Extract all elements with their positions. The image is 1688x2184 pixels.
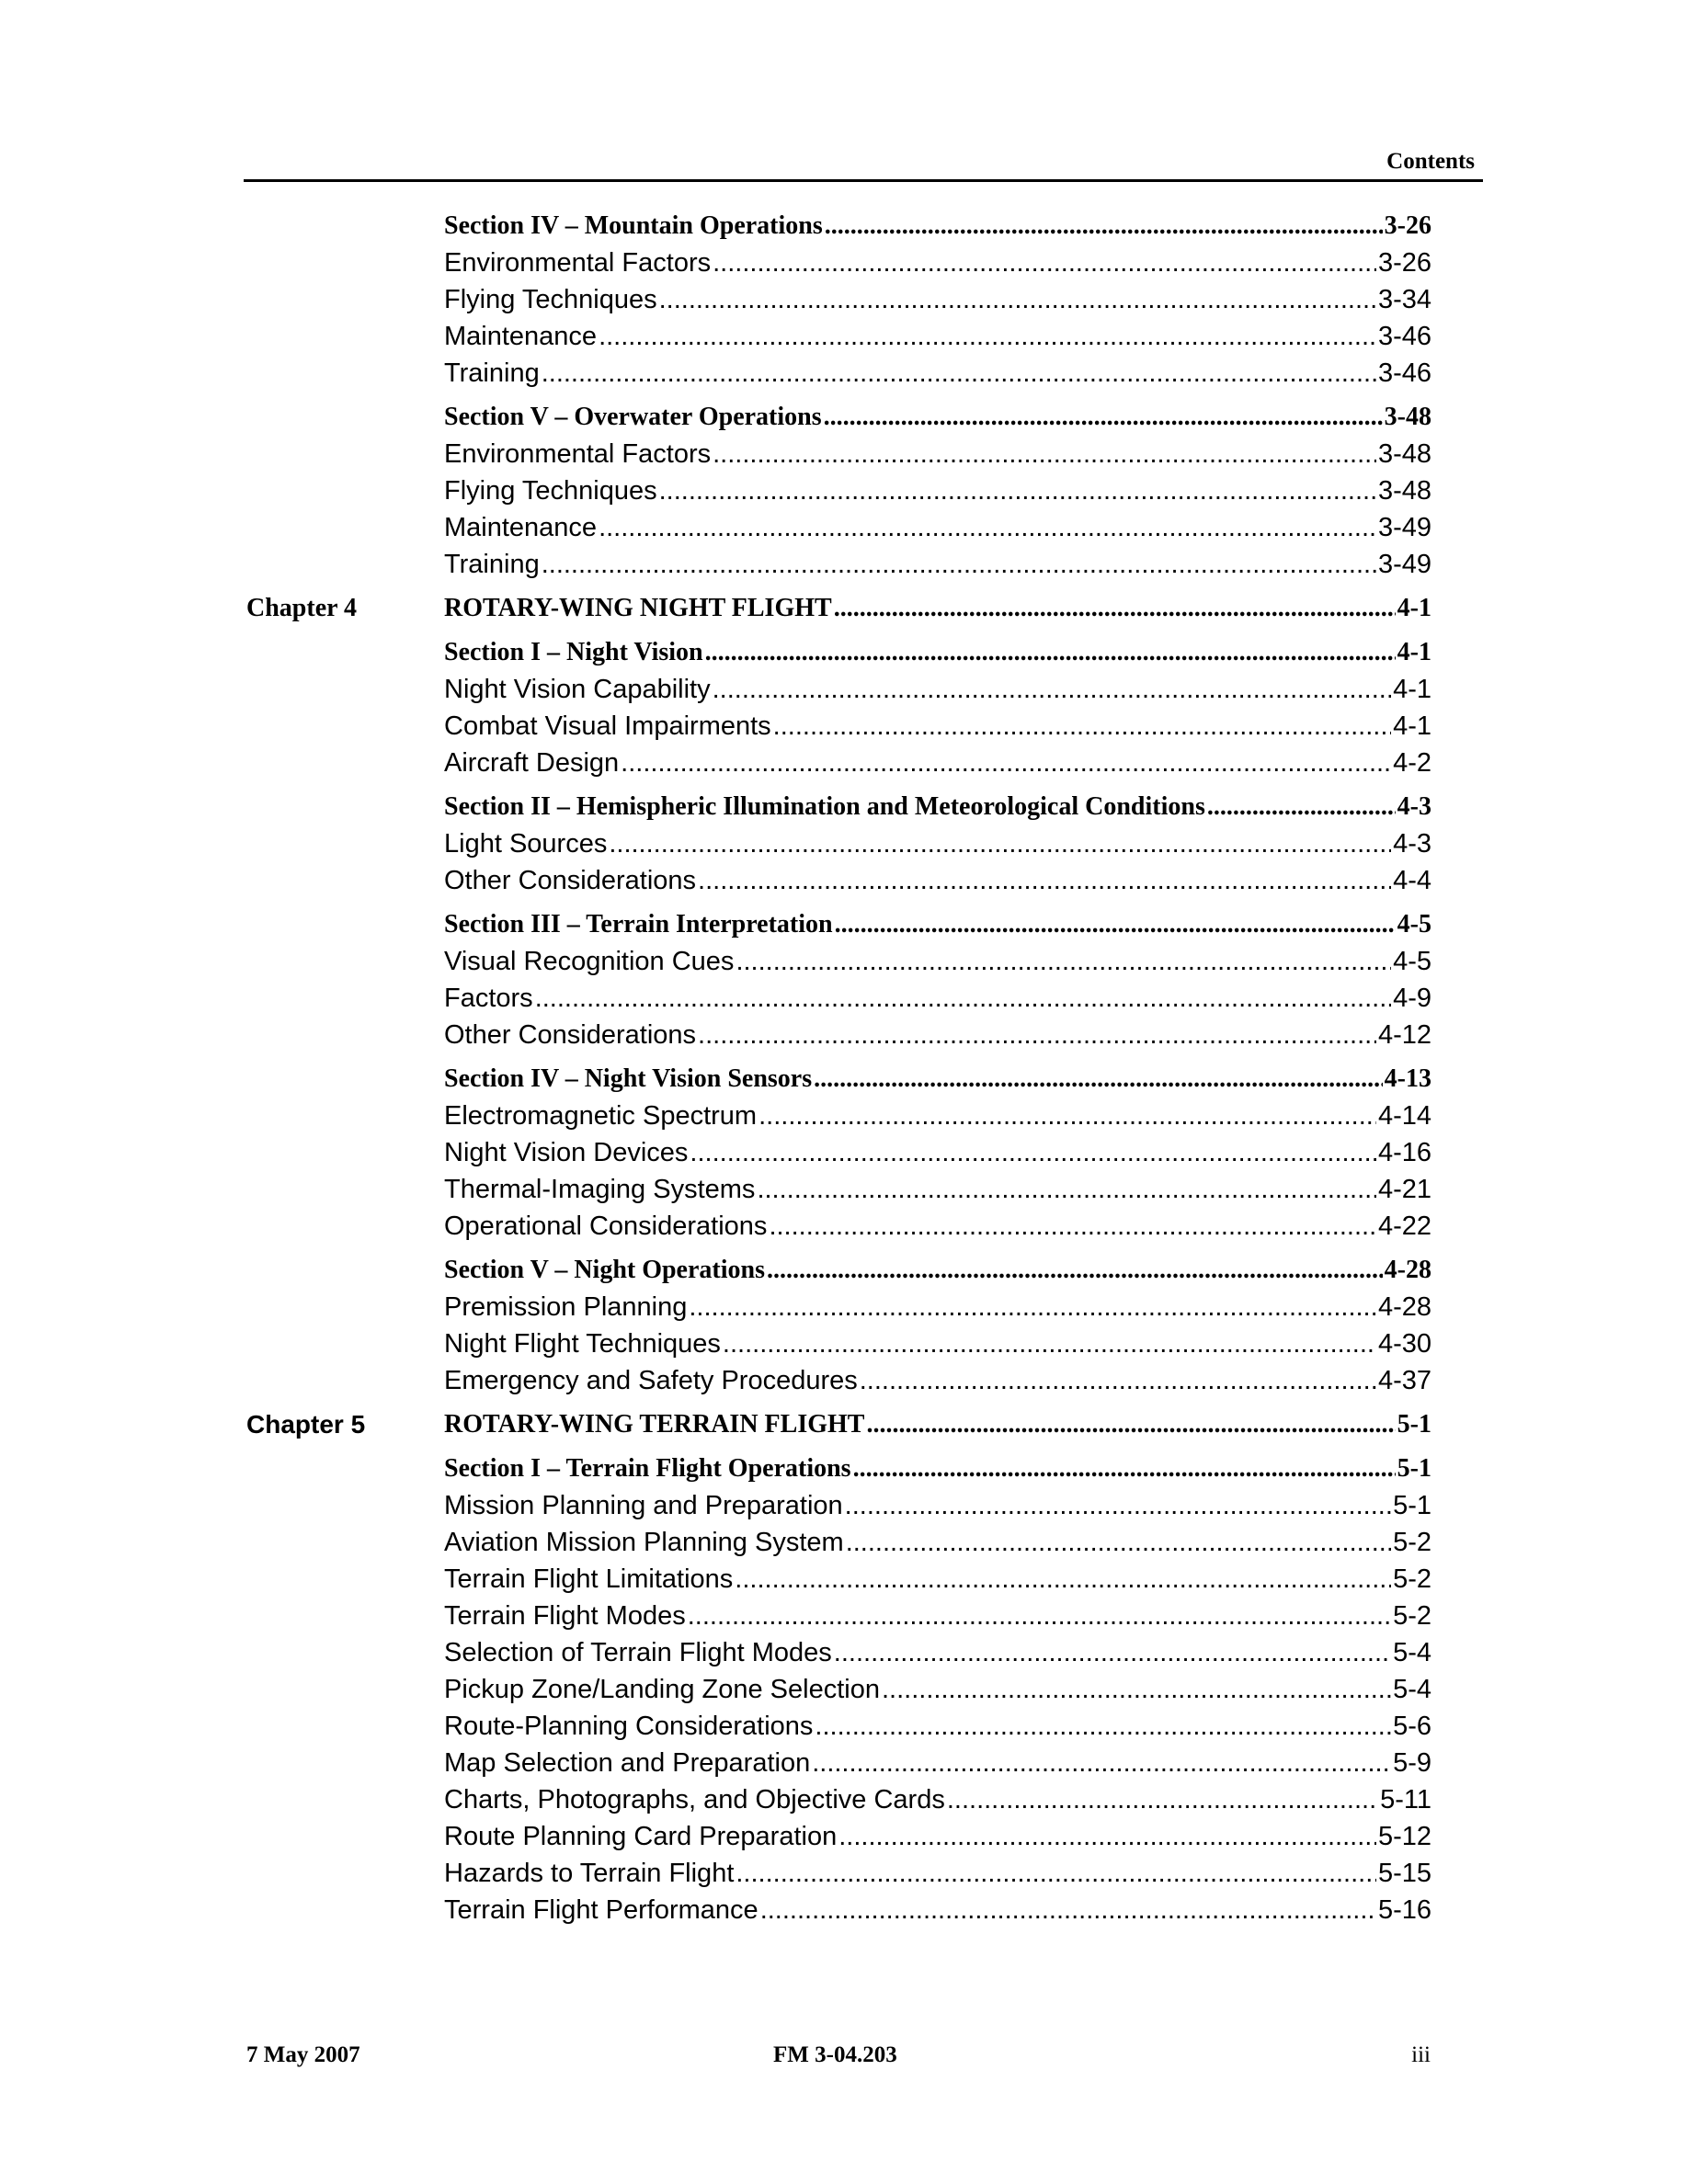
dot-leader	[713, 245, 1376, 281]
chapter-label: Chapter 5	[246, 1410, 366, 1439]
toc-item[interactable]	[444, 281, 1431, 318]
toc-item-page: 4-2	[1393, 748, 1431, 778]
section-entry-page: 4-28	[1384, 1256, 1431, 1284]
toc-item[interactable]	[444, 943, 1431, 980]
toc-item-title: Terrain Flight Limitations	[444, 1564, 734, 1594]
table-of-contents	[0, 208, 1688, 1928]
dot-leader	[838, 1818, 1376, 1855]
section-entry-page: 3-48	[1384, 403, 1431, 431]
toc-item-title: Other Considerations	[444, 866, 697, 895]
toc-item-title: Night Flight Techniques	[444, 1329, 721, 1359]
chapter-title-entry-page: 4-1	[1397, 594, 1431, 622]
toc-item[interactable]	[444, 708, 1431, 745]
toc-item-page: 3-49	[1377, 550, 1431, 579]
toc-item-title: Combat Visual Impairments	[444, 711, 771, 741]
section-entry-title: Section III – Terrain Interpretation	[444, 910, 833, 938]
toc-item[interactable]	[444, 1171, 1431, 1208]
toc-item[interactable]	[444, 1892, 1431, 1928]
toc-item-title: Map Selection and Preparation	[444, 1748, 811, 1778]
section-entry-title: Section IV – Mountain Operations	[444, 211, 823, 240]
toc-item[interactable]	[444, 318, 1431, 355]
toc-item-page: 5-12	[1377, 1822, 1431, 1851]
toc-item-page: 4-28	[1377, 1292, 1431, 1322]
dot-leader	[713, 436, 1376, 472]
toc-item[interactable]	[444, 1781, 1431, 1818]
toc-item-page: 4-30	[1377, 1329, 1431, 1359]
toc-item[interactable]	[444, 1134, 1431, 1171]
toc-item-title: Training	[444, 550, 540, 579]
section-entry-page: 4-13	[1384, 1064, 1431, 1093]
toc-chapter	[0, 1406, 1688, 1928]
dot-leader	[621, 745, 1391, 781]
toc-item-page: 4-16	[1377, 1138, 1431, 1167]
footer-date: 7 May 2007	[246, 2042, 360, 2067]
section-entry-page: 5-1	[1397, 1454, 1431, 1483]
dot-leader	[599, 318, 1376, 355]
dot-leader	[834, 590, 1396, 627]
dot-leader	[845, 1487, 1391, 1524]
toc-item[interactable]	[444, 1818, 1431, 1855]
section-entry[interactable]	[444, 906, 1431, 943]
chapter-label: Chapter 4	[246, 594, 358, 622]
dot-leader	[689, 1289, 1376, 1325]
toc-item[interactable]	[444, 1487, 1431, 1524]
toc-item-title: Training	[444, 358, 540, 388]
section-entry-page: 4-1	[1397, 638, 1431, 666]
header-rule	[244, 179, 1483, 182]
toc-item-page: 5-4	[1393, 1675, 1431, 1704]
toc-item-title: Premission Planning	[444, 1292, 688, 1322]
running-header-title: Contents	[1386, 149, 1475, 174]
toc-item-title: Terrain Flight Performance	[444, 1895, 758, 1925]
toc-item-page: 5-15	[1377, 1859, 1431, 1888]
toc-item[interactable]	[444, 1745, 1431, 1781]
section-entry[interactable]	[444, 634, 1431, 671]
toc-item-title: Night Vision Capability	[444, 675, 711, 704]
dot-leader	[760, 1892, 1376, 1928]
toc-chapter	[0, 208, 1688, 583]
dot-leader	[758, 1098, 1376, 1134]
dot-leader	[698, 1017, 1376, 1053]
section-entry-title: Section II – Hemispheric Illumination and Meteorological Conditions	[444, 792, 1205, 821]
toc-item-title: Electromagnetic Spectrum	[444, 1101, 758, 1131]
toc-item[interactable]	[444, 1855, 1431, 1892]
toc-item[interactable]	[444, 1671, 1431, 1708]
toc-item-title: Selection of Terrain Flight Modes	[444, 1638, 832, 1667]
dot-leader	[769, 1208, 1376, 1245]
chapter-title-entry-title: ROTARY-WING TERRAIN FLIGHT	[444, 1410, 865, 1439]
toc-item[interactable]	[444, 245, 1431, 281]
dot-leader	[882, 1671, 1391, 1708]
toc-item-page: 5-4	[1393, 1638, 1431, 1667]
toc-item-page: 3-26	[1377, 248, 1431, 278]
toc-item-title: Maintenance	[444, 322, 598, 351]
dot-leader	[688, 1598, 1391, 1634]
toc-item-title: Route-Planning Considerations	[444, 1712, 814, 1741]
toc-item-page: 4-1	[1393, 711, 1431, 741]
toc-item[interactable]	[444, 509, 1431, 546]
toc-item-page: 5-16	[1377, 1895, 1431, 1925]
dot-leader	[866, 1406, 1395, 1443]
chapter-title-entry[interactable]	[444, 1406, 1431, 1443]
dot-leader	[659, 281, 1376, 318]
toc-item-page: 5-11	[1380, 1785, 1431, 1814]
toc-item[interactable]	[444, 825, 1431, 862]
dot-leader	[659, 472, 1376, 509]
dot-leader	[824, 399, 1383, 436]
toc-item-title: Aviation Mission Planning System	[444, 1528, 844, 1557]
section-entry-title: Section I – Terrain Flight Operations	[444, 1454, 851, 1483]
dot-leader	[542, 546, 1376, 583]
toc-item-page: 3-34	[1377, 285, 1431, 314]
footer-page-number: iii	[1411, 2042, 1431, 2067]
toc-item-page: 3-48	[1377, 439, 1431, 469]
dot-leader	[723, 1325, 1376, 1362]
toc-item-title: Visual Recognition Cues	[444, 947, 735, 976]
dot-leader	[698, 862, 1391, 899]
toc-item-page: 5-1	[1393, 1491, 1431, 1520]
toc-item-page: 5-2	[1393, 1528, 1431, 1557]
section-entry-title: Section I – Night Vision	[444, 638, 703, 666]
toc-item[interactable]	[444, 355, 1431, 392]
dot-leader	[835, 906, 1396, 943]
dot-leader	[535, 980, 1391, 1017]
toc-item-title: Mission Planning and Preparation	[444, 1491, 843, 1520]
chapter-title-entry-title: ROTARY-WING NIGHT FLIGHT	[444, 594, 832, 622]
section-entry[interactable]	[444, 1252, 1431, 1289]
dot-leader	[735, 1561, 1391, 1598]
toc-item-title: Environmental Factors	[444, 439, 712, 469]
toc-item-title: Thermal-Imaging Systems	[444, 1175, 756, 1204]
toc-item[interactable]	[444, 1208, 1431, 1245]
toc-item-page: 4-1	[1393, 675, 1431, 704]
toc-item-title: Hazards to Terrain Flight	[444, 1859, 735, 1888]
toc-item[interactable]	[444, 1289, 1431, 1325]
toc-item-page: 4-22	[1377, 1211, 1431, 1241]
dot-leader	[814, 1061, 1383, 1098]
toc-item-page: 5-2	[1393, 1564, 1431, 1594]
section-entry-title: Section V – Overwater Operations	[444, 403, 822, 431]
toc-item[interactable]	[444, 1561, 1431, 1598]
section-entry-title: Section IV – Night Vision Sensors	[444, 1064, 813, 1093]
toc-item-page: 3-46	[1377, 358, 1431, 388]
toc-item-page: 3-48	[1377, 476, 1431, 506]
dot-leader	[705, 634, 1396, 671]
dot-leader	[773, 708, 1391, 745]
toc-item-title: Charts, Photographs, and Objective Cards	[444, 1785, 945, 1814]
toc-item[interactable]	[444, 1098, 1431, 1134]
toc-item-title: Emergency and Safety Procedures	[444, 1366, 858, 1395]
dot-leader	[713, 671, 1391, 708]
toc-item[interactable]	[444, 745, 1431, 781]
dot-leader	[609, 825, 1391, 862]
section-entry-page: 4-5	[1397, 910, 1431, 938]
dot-leader	[1207, 789, 1396, 825]
toc-item[interactable]	[444, 980, 1431, 1017]
toc-item-page: 5-9	[1393, 1748, 1431, 1778]
toc-item[interactable]	[444, 1017, 1431, 1053]
toc-item-title: Aircraft Design	[444, 748, 620, 778]
section-entry[interactable]	[444, 208, 1431, 245]
toc-item-page: 3-49	[1377, 513, 1431, 542]
toc-item-page: 4-14	[1377, 1101, 1431, 1131]
dot-leader	[846, 1524, 1391, 1561]
chapter-title-entry[interactable]	[444, 590, 1431, 627]
toc-item[interactable]	[444, 671, 1431, 708]
dot-leader	[542, 355, 1376, 392]
toc-item-title: Night Vision Devices	[444, 1138, 689, 1167]
toc-item-page: 4-5	[1393, 947, 1431, 976]
dot-leader	[736, 1855, 1376, 1892]
toc-item-page: 4-3	[1393, 829, 1431, 859]
toc-item[interactable]	[444, 1325, 1431, 1362]
dot-leader	[853, 1450, 1396, 1487]
toc-item[interactable]	[444, 1708, 1431, 1745]
toc-item[interactable]	[444, 436, 1431, 472]
toc-item[interactable]	[444, 546, 1431, 583]
toc-item-title: Flying Techniques	[444, 476, 657, 506]
dot-leader	[736, 943, 1391, 980]
dot-leader	[947, 1781, 1378, 1818]
toc-item[interactable]	[444, 1362, 1431, 1399]
section-entry[interactable]	[444, 1450, 1431, 1487]
toc-item-title: Environmental Factors	[444, 248, 712, 278]
dot-leader	[767, 1252, 1383, 1289]
toc-item-title: Operational Considerations	[444, 1211, 768, 1241]
chapter-title-entry-page: 5-1	[1397, 1410, 1431, 1439]
dot-leader	[757, 1171, 1376, 1208]
dot-leader	[825, 208, 1383, 245]
toc-item-title: Route Planning Card Preparation	[444, 1822, 838, 1851]
toc-item-title: Other Considerations	[444, 1020, 697, 1050]
section-entry-title: Section V – Night Operations	[444, 1256, 765, 1284]
dot-leader	[599, 509, 1376, 546]
toc-item[interactable]	[444, 862, 1431, 899]
dot-leader	[815, 1708, 1391, 1745]
toc-item-title: Light Sources	[444, 829, 608, 859]
toc-item-page: 5-6	[1393, 1712, 1431, 1741]
toc-item[interactable]	[444, 1598, 1431, 1634]
toc-item[interactable]	[444, 1634, 1431, 1671]
dot-leader	[834, 1634, 1391, 1671]
toc-item-page: 5-2	[1393, 1601, 1431, 1631]
toc-item-title: Terrain Flight Modes	[444, 1601, 686, 1631]
toc-item-title: Flying Techniques	[444, 285, 657, 314]
section-entry[interactable]	[444, 789, 1431, 825]
toc-item-page: 4-4	[1393, 866, 1431, 895]
toc-item-page: 3-46	[1377, 322, 1431, 351]
toc-item-page: 4-12	[1377, 1020, 1431, 1050]
section-entry[interactable]	[444, 1061, 1431, 1098]
toc-item-page: 4-9	[1393, 984, 1431, 1013]
toc-item[interactable]	[444, 472, 1431, 509]
dot-leader	[690, 1134, 1376, 1171]
toc-item[interactable]	[444, 1524, 1431, 1561]
footer-document-id: FM 3-04.203	[773, 2042, 897, 2067]
section-entry[interactable]	[444, 399, 1431, 436]
toc-item-page: 4-37	[1377, 1366, 1431, 1395]
dot-leader	[860, 1362, 1376, 1399]
section-entry-page: 3-26	[1384, 211, 1431, 240]
toc-item-title: Pickup Zone/Landing Zone Selection	[444, 1675, 880, 1704]
section-entry-page: 4-3	[1397, 792, 1431, 821]
toc-item-title: Maintenance	[444, 513, 598, 542]
toc-item-title: Factors	[444, 984, 533, 1013]
toc-item-page: 4-21	[1377, 1175, 1431, 1204]
dot-leader	[812, 1745, 1391, 1781]
toc-chapter	[0, 590, 1688, 1399]
